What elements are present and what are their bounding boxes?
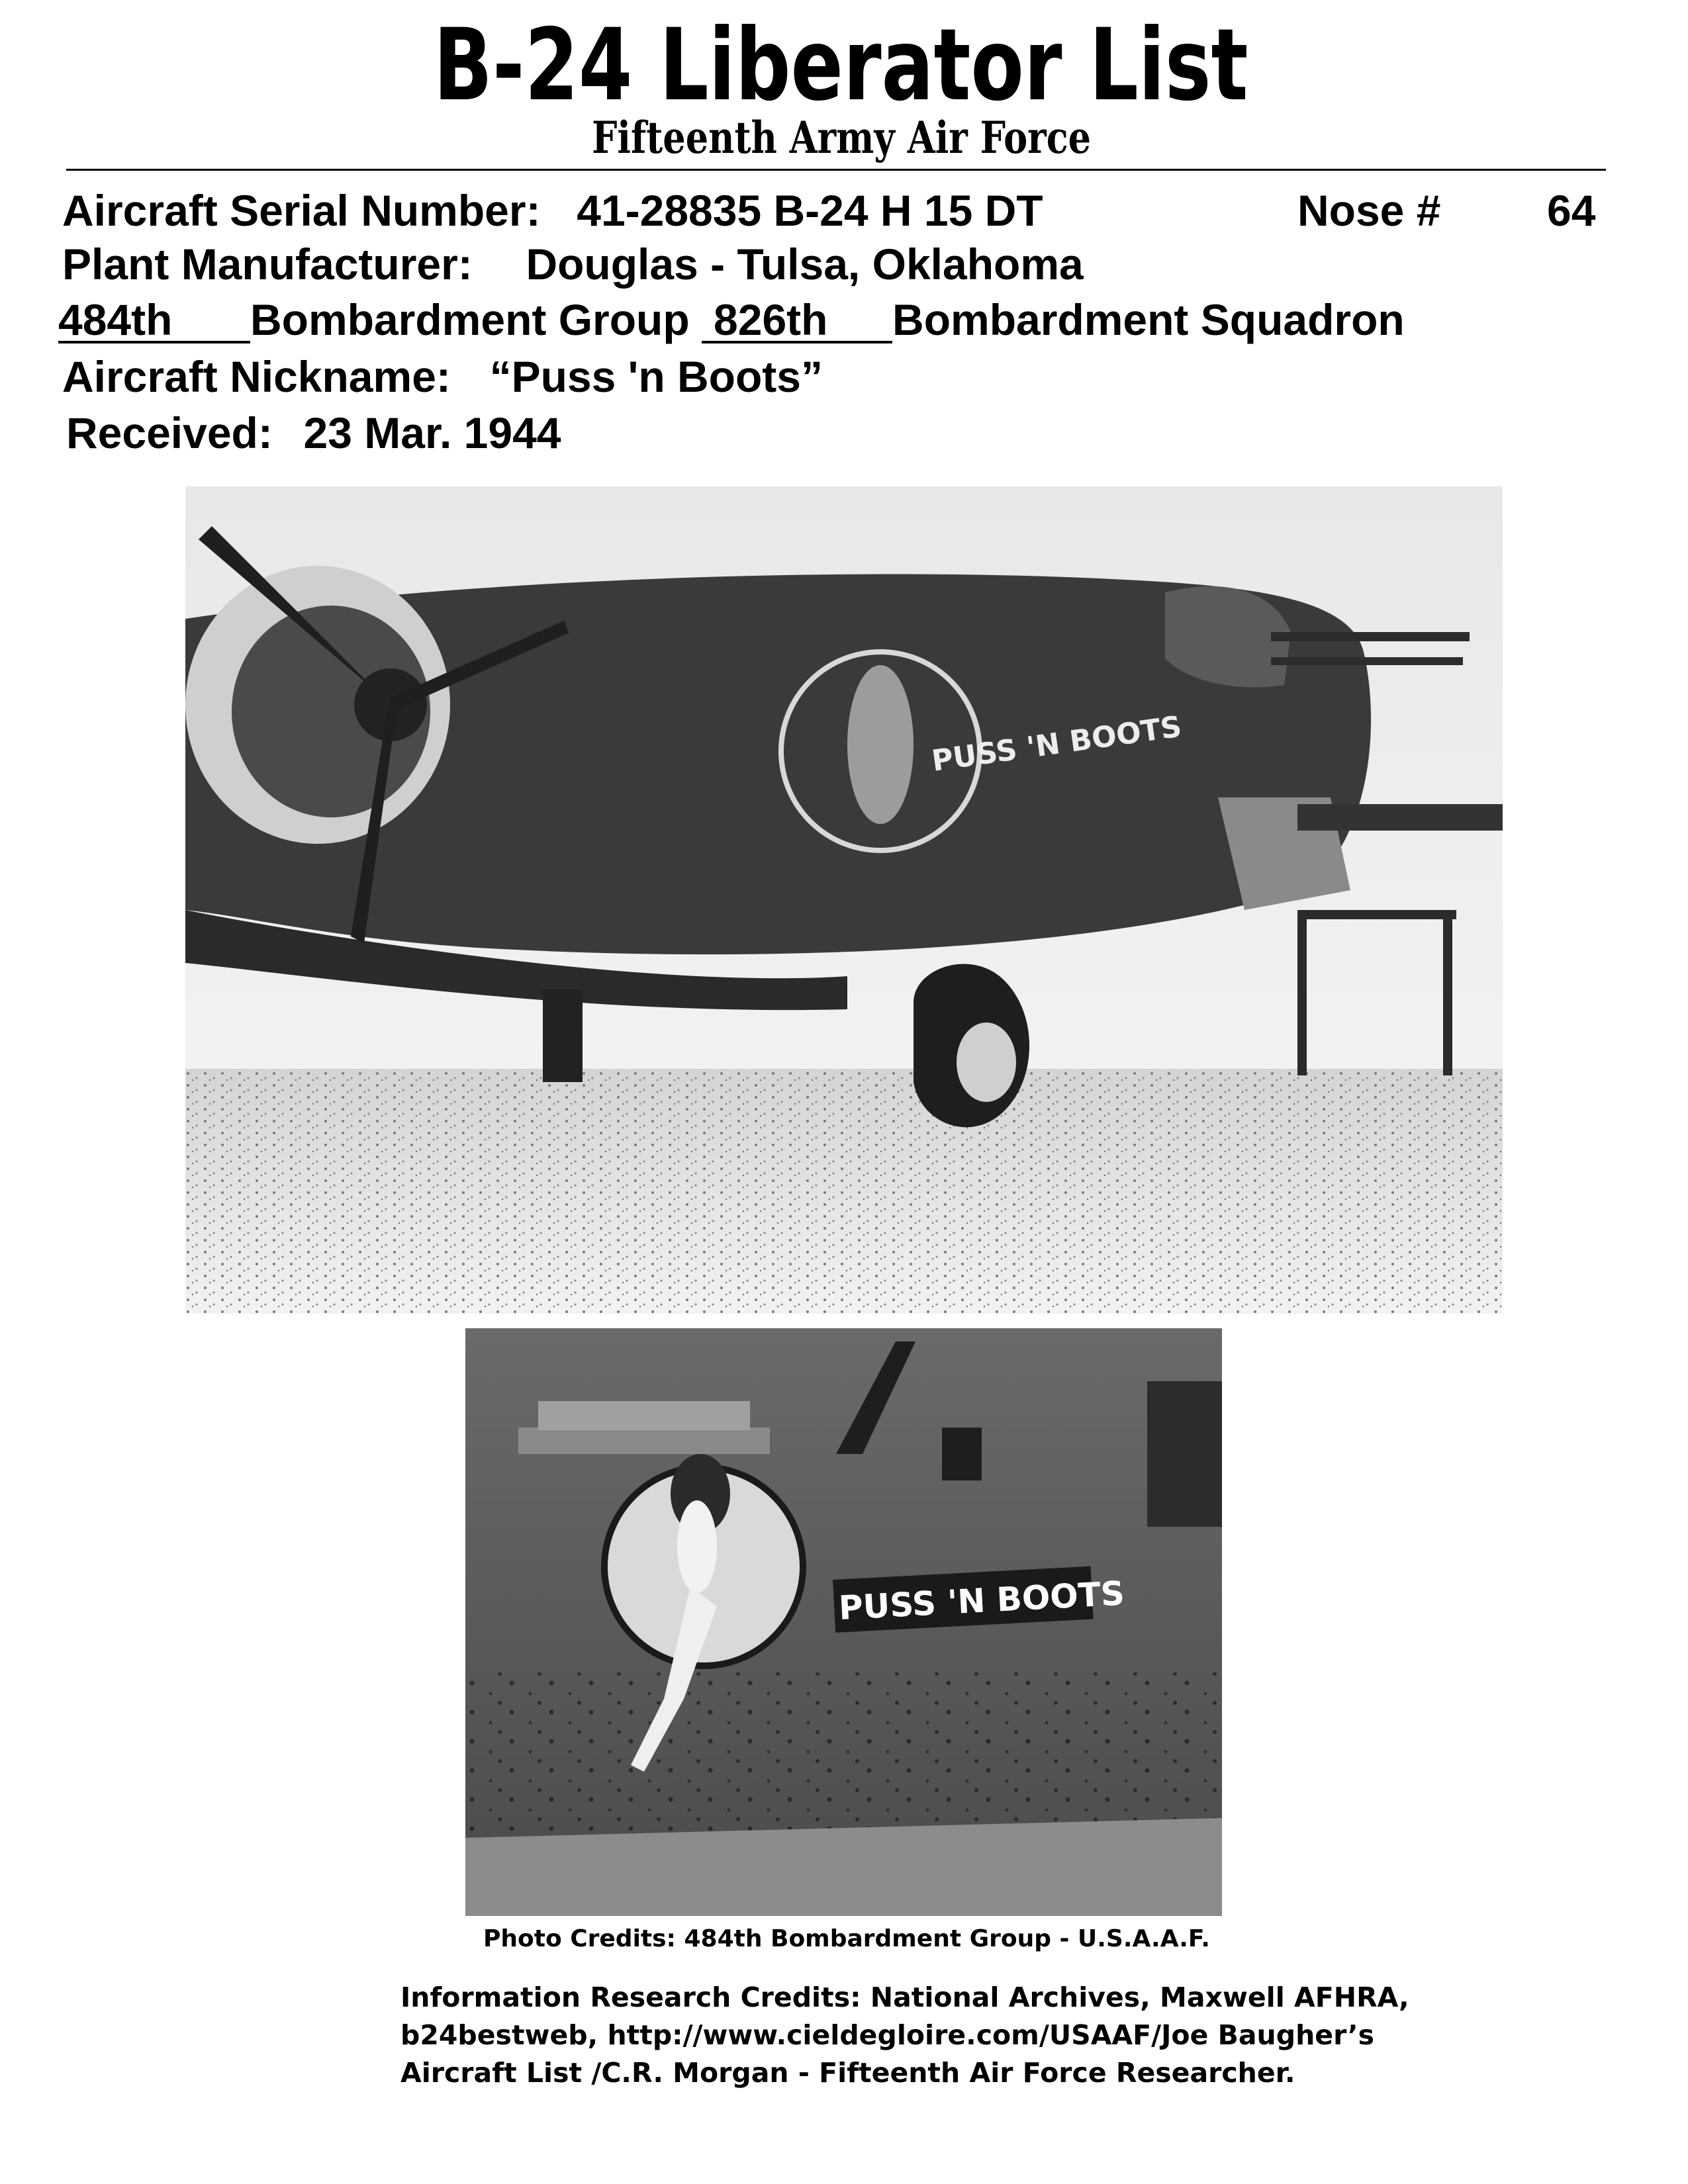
page-title: B-24 Liberator List: [433, 8, 1248, 123]
squadron-number: 826th: [702, 298, 892, 343]
nickname-label: Aircraft Nickname:: [62, 352, 451, 401]
received-row: [66, 407, 561, 459]
research-credits: [400, 1979, 1407, 2092]
plant-manufacturer-value: Douglas - Tulsa, Oklahoma: [526, 240, 1084, 289]
photo-credits: Photo Credits: 484th Bombardment Group - U.S.A.A.F.: [483, 1925, 1210, 1952]
bottom-nose-art-text: PUSS 'N BOOTS: [837, 1574, 1126, 1627]
serial-number-label: Aircraft Serial Number:: [62, 186, 541, 235]
nose-label: Nose #: [1297, 186, 1441, 235]
title-divider: [66, 169, 1606, 171]
aircraft-photo-top-image: [185, 486, 1503, 1314]
serial-number-value: 41-28835 B-24 H 15 DT: [577, 186, 1043, 235]
plant-manufacturer-label: Plant Manufacturer:: [62, 240, 473, 289]
squadron-label: Bombardment Squadron: [892, 295, 1405, 344]
group-label: Bombardment Group: [250, 295, 690, 344]
received-value: 23 Mar. 1944: [303, 408, 561, 457]
plant-manufacturer-row: [62, 238, 1084, 290]
page-subtitle: Fifteenth Army Air Force: [591, 112, 1092, 163]
aircraft-photo-bottom-image: [465, 1328, 1222, 1916]
nickname-value: “Puss 'n Boots”: [489, 352, 823, 401]
nickname-row: [62, 351, 823, 402]
top-nose-art-text: PUSS 'N BOOTS: [929, 709, 1184, 778]
research-credits-line-2: b24bestweb, http://www.cieldegloire.com/USAAF/Joe Baugher’s: [400, 2019, 1375, 2051]
research-credits-line-1: Information Research Credits: National Archives, Maxwell AFHRA,: [400, 1981, 1409, 2013]
aircraft-photo-bottom: [465, 1328, 1222, 1916]
serial-number-row: [62, 185, 1043, 236]
unit-row: [58, 294, 1405, 345]
received-label: Received:: [66, 408, 273, 457]
aircraft-photo-top: [185, 486, 1503, 1314]
group-number: 484th: [58, 298, 250, 343]
research-credits-line-3: Aircraft List /C.R. Morgan - Fifteenth Air Force Researcher.: [400, 2057, 1295, 2089]
nose-number: 64: [1547, 186, 1596, 235]
